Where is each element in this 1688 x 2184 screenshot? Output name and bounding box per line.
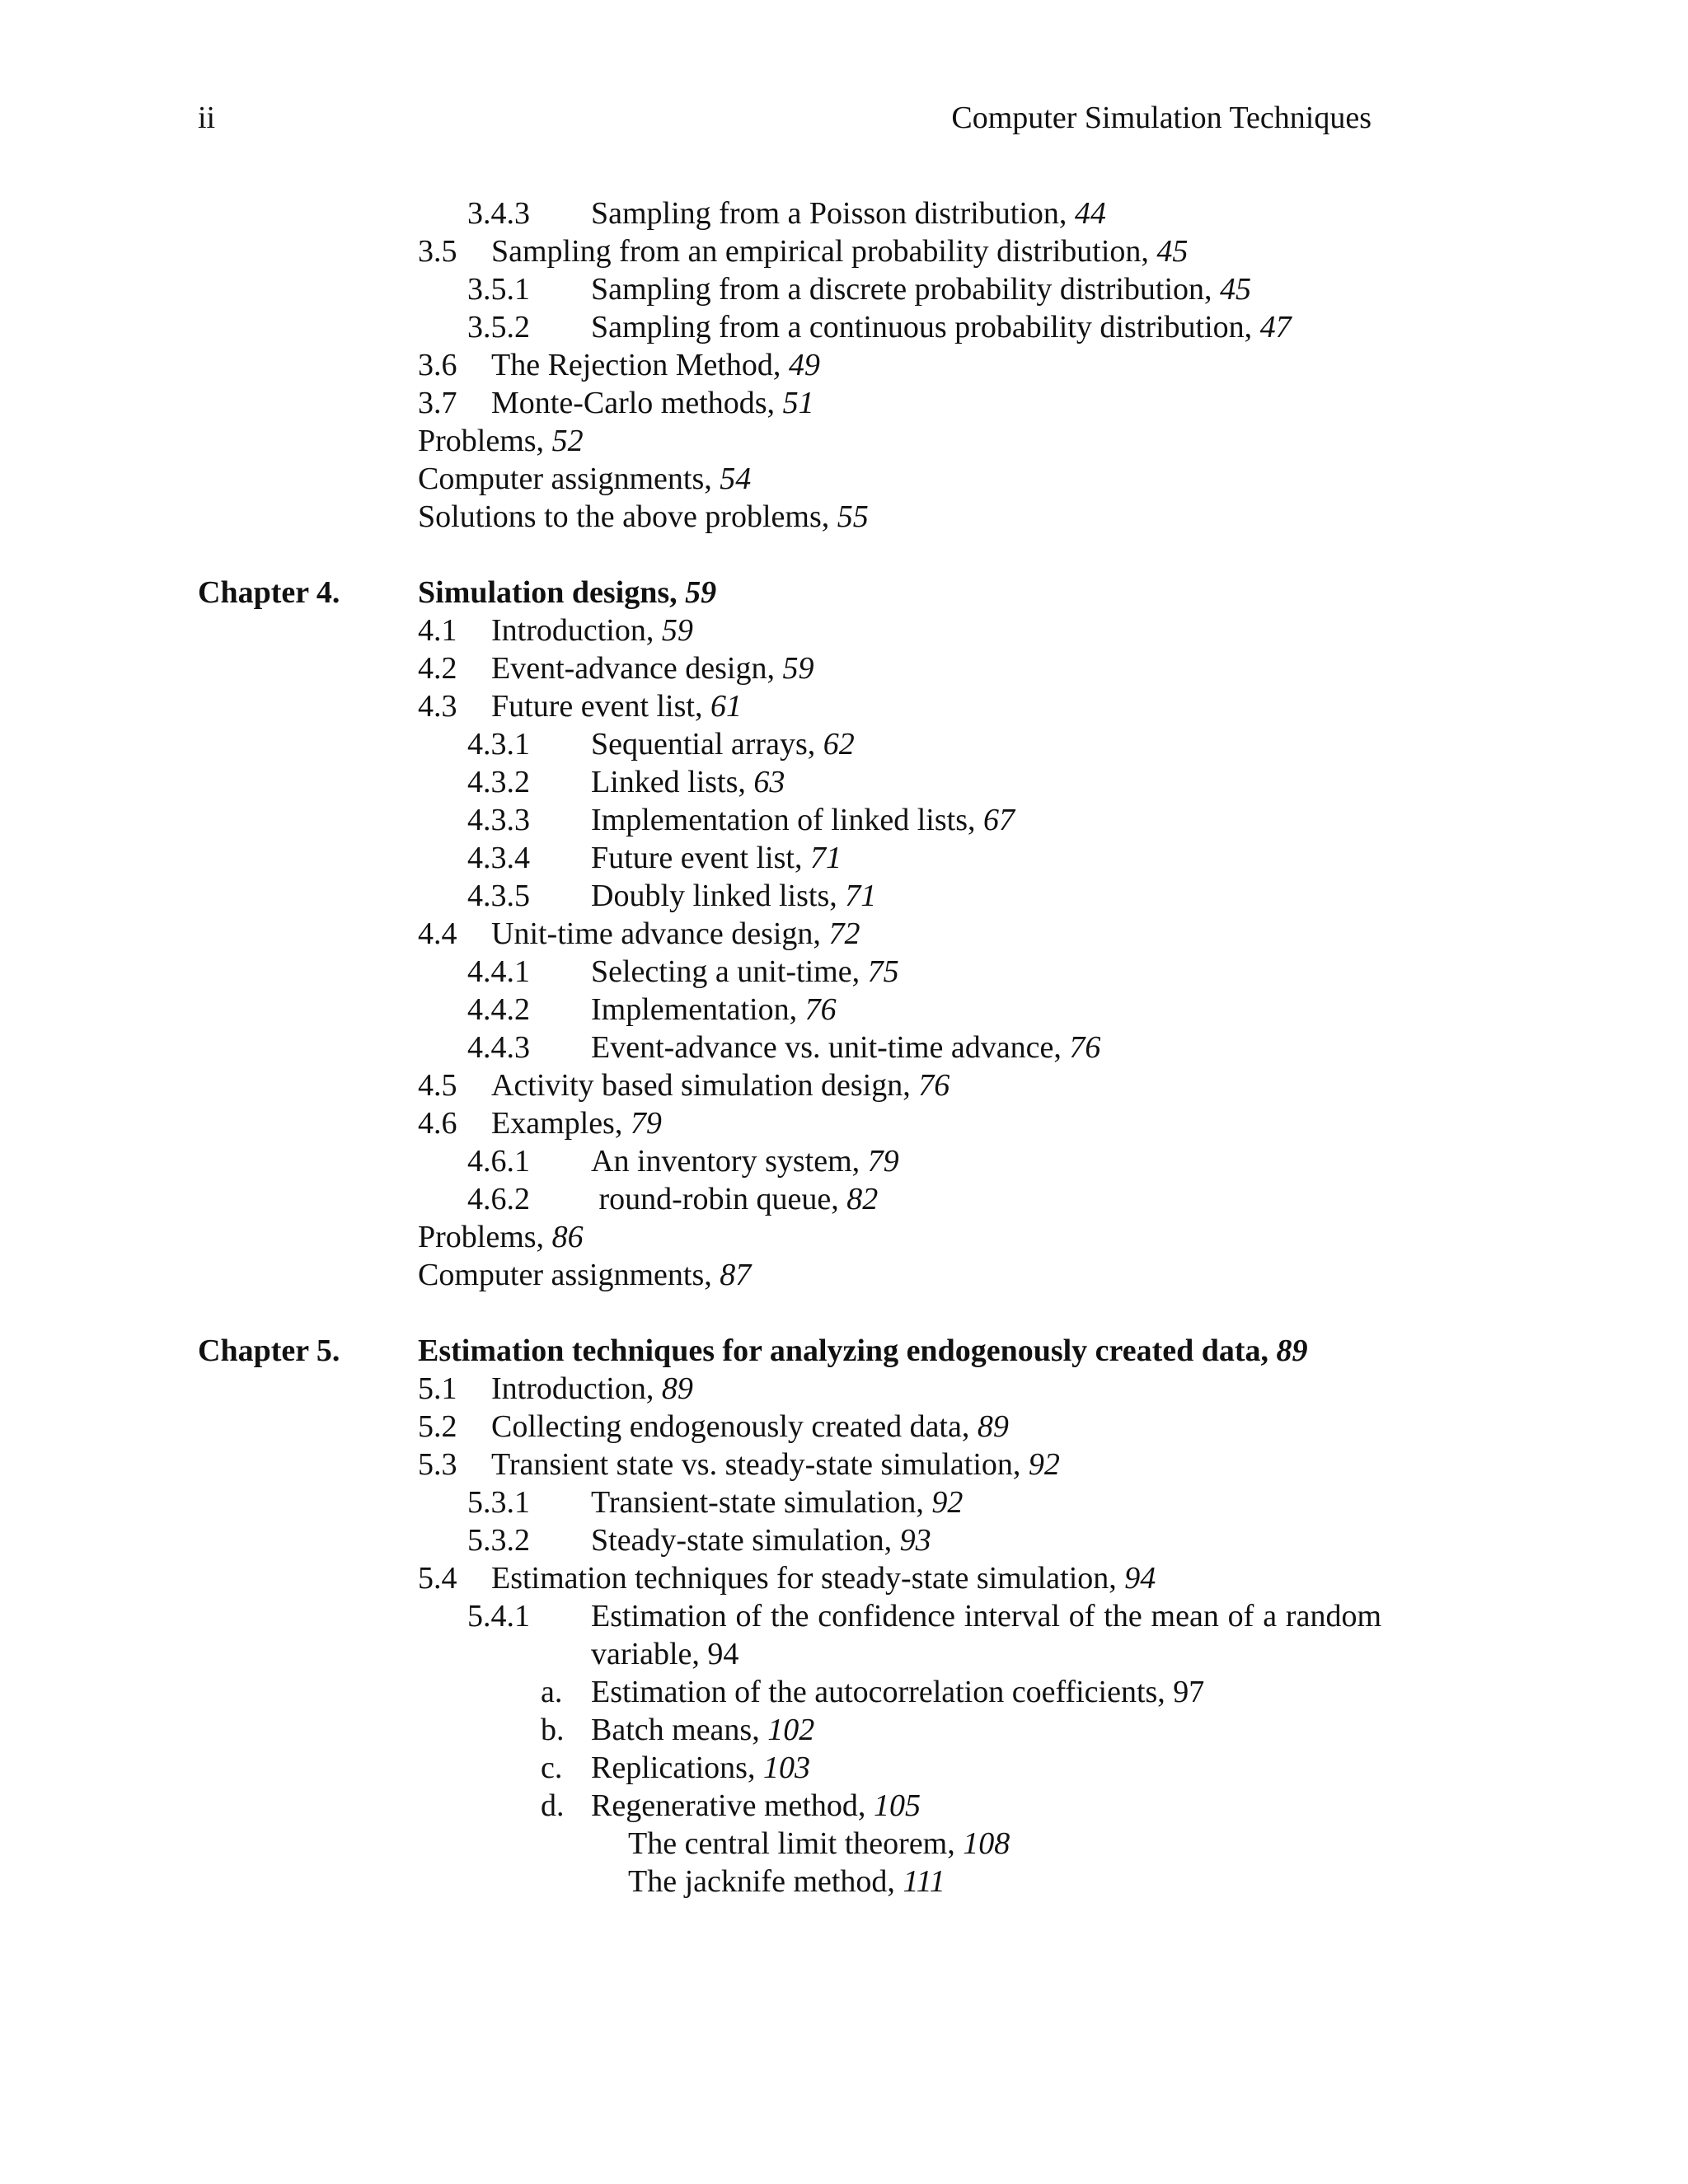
chapter-title (418, 574, 716, 612)
entry-title-text: Estimation of the confidence interval of the mean of a random variable, (591, 1599, 1390, 1671)
entry-page-number: 62 (823, 727, 855, 762)
toc-entry (0, 498, 1688, 536)
entry-title (591, 308, 1292, 346)
entry-number: 4.3.4 (467, 841, 530, 875)
toc-entry (0, 612, 1688, 649)
entry-number: 4.5 (418, 1068, 457, 1103)
entry-number: 4.3.1 (467, 727, 530, 762)
entry-number: 4.3.2 (467, 765, 530, 799)
entry-number: 3.5.1 (467, 272, 530, 307)
toc-entry (0, 1483, 1688, 1521)
entry-title-text: Sampling from a Poisson distribution, (591, 196, 1067, 231)
entry-title (591, 877, 876, 915)
entry-number: 5.3 (418, 1447, 457, 1482)
entry-title-text: Monte-Carlo methods, (491, 386, 776, 420)
entry-title-text: Problems, (418, 424, 545, 458)
entry-title-text: Regenerative method, (591, 1788, 866, 1823)
section-gap (0, 1294, 1688, 1332)
entry-number: 4.6.1 (467, 1144, 530, 1179)
entry-title-text: Event-advance vs. unit-time advance, (591, 1030, 1062, 1065)
toc-entry (0, 1597, 1688, 1673)
entry-number: 4.4 (418, 916, 457, 951)
entry-title (491, 612, 693, 649)
entry-title (491, 649, 814, 687)
entry-page-number: 52 (551, 424, 584, 458)
entry-number: c. (541, 1750, 563, 1785)
toc-entry (0, 460, 1688, 498)
entry-title (491, 1066, 950, 1104)
toc-entry (0, 1825, 1688, 1863)
entry-page-number: 59 (782, 651, 814, 686)
entry-page-number: 54 (720, 462, 752, 496)
entry-title (491, 1408, 1009, 1446)
entry-title-text: The jacknife method, (628, 1864, 895, 1899)
entry-title-text: Replications, (591, 1750, 756, 1785)
toc-entry (0, 232, 1688, 270)
entry-title (591, 1749, 810, 1787)
entry-page-number: 63 (753, 765, 785, 799)
entry-title (591, 1673, 1204, 1711)
page-number: ii (198, 101, 216, 135)
toc-entry (0, 1256, 1688, 1294)
entry-title-text: An inventory system, (591, 1144, 860, 1179)
toc-entry (0, 915, 1688, 953)
entry-title (591, 991, 837, 1029)
entry-title (591, 1711, 814, 1749)
entry-page-number: 79 (867, 1144, 899, 1179)
entry-title-text: Implementation of linked lists, (591, 803, 976, 837)
toc-entry (0, 422, 1688, 460)
entry-page-number: 89 (977, 1409, 1009, 1444)
entry-title (591, 1521, 931, 1559)
toc-chapter-row (0, 1332, 1688, 1370)
entry-title-text: Activity based simulation design, (491, 1068, 911, 1103)
entry-page-number: 92 (931, 1485, 964, 1520)
entry-title (591, 1029, 1100, 1066)
toc-entry (0, 1218, 1688, 1256)
toc-entry (0, 384, 1688, 422)
entry-title (491, 1370, 693, 1408)
entry-page-number: 94 (1124, 1561, 1156, 1596)
entry-title (491, 384, 814, 422)
entry-page-number: 103 (762, 1750, 810, 1785)
toc-entry (0, 649, 1688, 687)
toc-entry (0, 763, 1688, 801)
toc-entry (0, 308, 1688, 346)
entry-page-number: 82 (846, 1182, 879, 1216)
entry-title-text: Sampling from a discrete probability distribution, (591, 272, 1212, 307)
entry-page-number: 87 (720, 1258, 752, 1292)
toc-chapter-row (0, 574, 1688, 612)
entry-title-text: Computer assignments, (418, 462, 712, 496)
entry-number: 5.4 (418, 1561, 457, 1596)
toc-entry (0, 1029, 1688, 1066)
entry-page-number: 89 (661, 1371, 693, 1406)
entry-title-text: Batch means, (591, 1713, 760, 1747)
entry-title-text: Linked lists, (591, 765, 746, 799)
entry-page-number: 102 (767, 1713, 815, 1747)
entry-title (591, 1180, 878, 1218)
entry-page-number: 45 (1156, 234, 1189, 269)
entry-title-text: Selecting a unit-time, (591, 954, 860, 989)
entry-number: 4.3.5 (467, 879, 530, 913)
entry-number: 4.4.3 (467, 1030, 530, 1065)
entry-title (418, 1218, 584, 1256)
entry-number: 3.6 (418, 348, 457, 382)
entry-title-text: Future event list, (591, 841, 803, 875)
entry-title-text: Solutions to the above problems, (418, 499, 830, 534)
entry-page-number: 76 (804, 992, 837, 1027)
entry-title (491, 346, 820, 384)
chapter-page-number: 59 (685, 575, 717, 610)
table-of-contents (0, 194, 1688, 1900)
toc-entry (0, 270, 1688, 308)
entry-title (591, 270, 1251, 308)
toc-entry (0, 687, 1688, 725)
entry-title (591, 763, 785, 801)
entry-title-text: Introduction, (491, 613, 654, 648)
entry-number: 4.1 (418, 613, 457, 648)
toc-entry (0, 725, 1688, 763)
entry-title (591, 1787, 921, 1825)
entry-page-number: 47 (1259, 310, 1292, 344)
toc-entry (0, 1787, 1688, 1825)
entry-title-text: round-robin queue, (591, 1182, 839, 1216)
entry-title (491, 1559, 1156, 1597)
toc-entry (0, 1066, 1688, 1104)
entry-page-number: 45 (1220, 272, 1252, 307)
entry-page-number: 76 (1069, 1030, 1101, 1065)
entry-title-text: Future event list, (491, 689, 703, 724)
entry-title-text: The central limit theorem, (628, 1826, 955, 1861)
toc-entry (0, 1446, 1688, 1483)
toc-entry (0, 839, 1688, 877)
chapter-title-text: Estimation techniques for analyzing endogenously created data, (418, 1333, 1269, 1368)
toc-entry (0, 346, 1688, 384)
entry-title-text: Examples, (491, 1106, 623, 1141)
toc-entry (0, 1104, 1688, 1142)
entry-number: 4.6 (418, 1106, 457, 1141)
entry-page-number: 75 (867, 954, 899, 989)
entry-page-number: 71 (809, 841, 842, 875)
entry-number: d. (541, 1788, 565, 1823)
entry-page-number: 76 (918, 1068, 950, 1103)
entry-number: 3.5.2 (467, 310, 530, 344)
entry-page-number: 97 (1173, 1675, 1205, 1709)
entry-title (591, 725, 855, 763)
entry-title-text: The Rejection Method, (491, 348, 781, 382)
entry-title-text: Introduction, (491, 1371, 654, 1406)
entry-title (591, 1597, 1390, 1673)
entry-title (628, 1825, 1010, 1863)
entry-title (591, 1483, 963, 1521)
entry-page-number: 94 (707, 1637, 739, 1671)
toc-entry (0, 194, 1688, 232)
entry-page-number: 105 (873, 1788, 921, 1823)
entry-number: 5.1 (418, 1371, 457, 1406)
entry-number: 5.3.2 (467, 1523, 530, 1558)
toc-entry (0, 877, 1688, 915)
entry-title (591, 953, 899, 991)
entry-title (591, 194, 1106, 232)
entry-page-number: 44 (1074, 196, 1106, 231)
entry-title-text: Transient state vs. steady-state simulation, (491, 1447, 1021, 1482)
entry-page-number: 49 (788, 348, 820, 382)
entry-page-number: 93 (899, 1523, 931, 1558)
entry-title-text: Sampling from an empirical probability distribution, (491, 234, 1149, 269)
entry-title (491, 232, 1188, 270)
entry-page-number: 61 (710, 689, 742, 724)
entry-number: 4.3.3 (467, 803, 530, 837)
entry-title-text: Collecting endogenously created data, (491, 1409, 970, 1444)
entry-number: 3.5 (418, 234, 457, 269)
entry-number: b. (541, 1713, 565, 1747)
chapter-label: Chapter 5. (198, 1333, 340, 1368)
toc-entry (0, 1521, 1688, 1559)
entry-title (418, 422, 584, 460)
toc-entry (0, 1180, 1688, 1218)
entry-number: a. (541, 1675, 563, 1709)
entry-title (491, 1446, 1060, 1483)
chapter-page-number: 89 (1276, 1333, 1308, 1368)
entry-number: 5.2 (418, 1409, 457, 1444)
entry-title (418, 1256, 751, 1294)
entry-number: 3.4.3 (467, 196, 530, 231)
entry-number: 5.4.1 (467, 1599, 530, 1633)
entry-title-text: Estimation of the autocorrelation coefficients, (591, 1675, 1165, 1709)
entry-number: 5.3.1 (467, 1485, 530, 1520)
entry-number: 4.3 (418, 689, 457, 724)
entry-title (418, 460, 751, 498)
entry-number: 4.6.2 (467, 1182, 530, 1216)
entry-title (591, 801, 1015, 839)
entry-title-text: Doubly linked lists, (591, 879, 837, 913)
entry-page-number: 51 (782, 386, 814, 420)
entry-title-text: Computer assignments, (418, 1258, 712, 1292)
toc-entry (0, 1559, 1688, 1597)
entry-title (418, 498, 869, 536)
entry-page-number: 86 (551, 1220, 584, 1254)
entry-page-number: 108 (963, 1826, 1010, 1861)
toc-entry (0, 801, 1688, 839)
toc-entry (0, 1408, 1688, 1446)
entry-title-text: Problems, (418, 1220, 545, 1254)
toc-entry (0, 1863, 1688, 1900)
entry-page-number: 67 (982, 803, 1015, 837)
entry-title-text: Implementation, (591, 992, 798, 1027)
entry-page-number: 59 (661, 613, 693, 648)
chapter-label: Chapter 4. (198, 575, 340, 610)
toc-entry (0, 1711, 1688, 1749)
entry-title-text: Steady-state simulation, (591, 1523, 893, 1558)
entry-number: 4.2 (418, 651, 457, 686)
toc-entry (0, 1749, 1688, 1787)
entry-title-text: Estimation techniques for steady-state simulation, (491, 1561, 1117, 1596)
toc-entry (0, 1673, 1688, 1711)
running-title: Computer Simulation Techniques (951, 101, 1372, 135)
entry-number: 3.7 (418, 386, 457, 420)
entry-title (491, 687, 742, 725)
entry-title (491, 915, 860, 953)
entry-title-text: Event-advance design, (491, 651, 775, 686)
entry-title (591, 1142, 899, 1180)
toc-entry (0, 1370, 1688, 1408)
entry-page-number: 71 (845, 879, 877, 913)
entry-page-number: 72 (828, 916, 860, 951)
toc-entry (0, 991, 1688, 1029)
entry-title (628, 1863, 945, 1900)
chapter-title (418, 1332, 1308, 1370)
entry-number: 4.4.1 (467, 954, 530, 989)
entry-title-text: Sequential arrays, (591, 727, 816, 762)
toc-entry (0, 953, 1688, 991)
section-gap (0, 536, 1688, 574)
entry-page-number: 79 (630, 1106, 662, 1141)
entry-title-text: Sampling from a continuous probability distribution, (591, 310, 1253, 344)
entry-page-number: 92 (1028, 1447, 1060, 1482)
chapter-title-text: Simulation designs, (418, 575, 678, 610)
toc-entry (0, 1142, 1688, 1180)
entry-title-text: Transient-state simulation, (591, 1485, 924, 1520)
entry-title (591, 839, 842, 877)
entry-title (491, 1104, 662, 1142)
entry-page-number: 111 (903, 1864, 945, 1899)
entry-title-text: Unit-time advance design, (491, 916, 821, 951)
entry-number: 4.4.2 (467, 992, 530, 1027)
entry-page-number: 55 (837, 499, 869, 534)
